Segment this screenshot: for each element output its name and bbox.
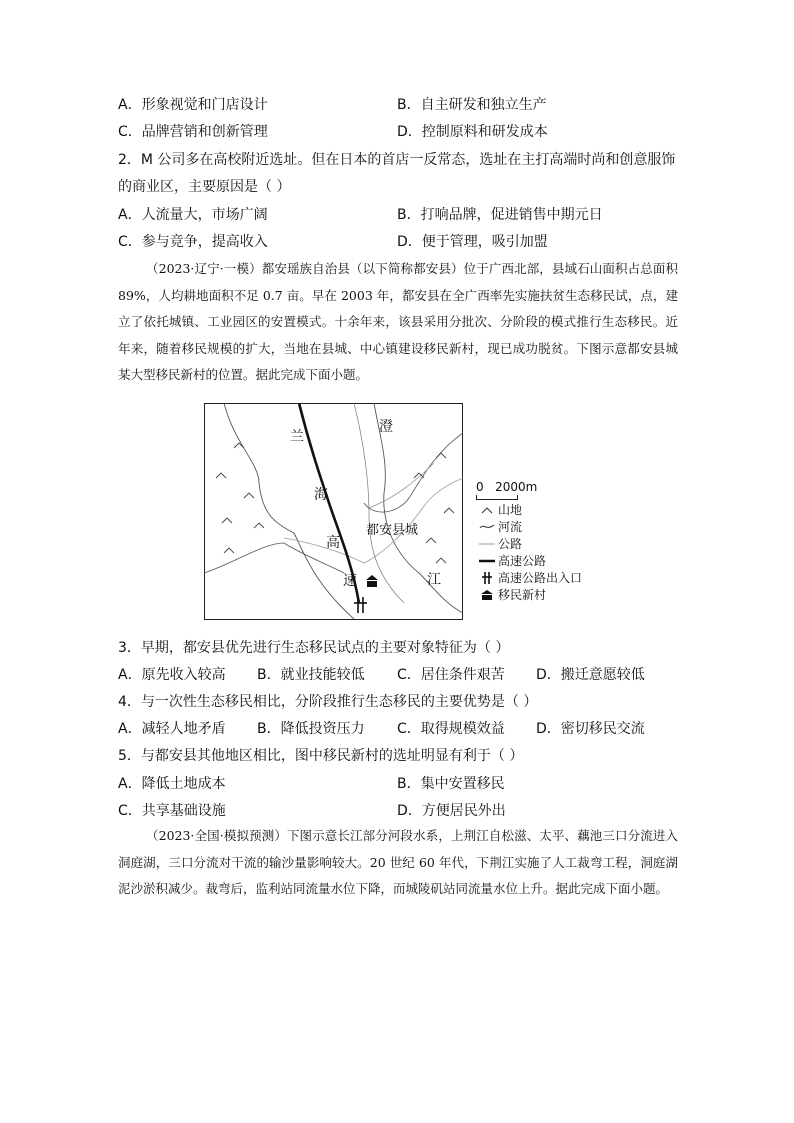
q5-stem: 5．与都安县其他地区相比，图中移民新村的选址明显有利于（ ）	[118, 748, 524, 764]
legend-road	[476, 535, 582, 552]
q3-stem: 3．早期，都安县优先进行生态移民试点的主要对象特征为（ ）	[118, 640, 510, 656]
q5-option-c: C．共享基础设施	[118, 803, 226, 819]
exit-icon	[476, 571, 498, 585]
q2-stem-line2: 的商业区，主要原因是（ ）	[118, 179, 291, 195]
q2-stem-line1: 2．M 公司多在高校附近选址。但在日本的首店一反常态，选址在主打高端时尚和创意服饰	[118, 152, 676, 168]
q3-option-d: D．搬迁意愿较低	[536, 667, 645, 683]
q1-option-b: B．自主研发和独立生产	[397, 97, 547, 113]
expressway-icon	[476, 556, 498, 566]
legend-label: 公路	[498, 537, 523, 551]
q5-option-d: D．方便居民外出	[397, 803, 506, 819]
scale-bar	[476, 478, 582, 495]
q4-option-b: B．降低投资压力	[257, 721, 365, 737]
legend-river	[476, 518, 582, 535]
q5-option-b: B．集中安置移民	[397, 776, 505, 792]
passage-yangtze: （2023·全国·模拟预测）下图示意长江部分河段水系，上荆江自松滋、太平、藕池三口分流进入洞庭湖，三口分流对干流的输沙量影响较大。20 世纪 60 年代，下荆江实施了人工裁弯工程，洞庭湖泥沙淤积减少。裁弯后，监利站同流量水位下降，而城陵矶站同流量水位上升。据此完成下面小题。	[118, 828, 678, 896]
map-label-county: 都安县城	[366, 523, 419, 538]
legend-label: 高速公路出入口	[498, 571, 583, 585]
q3-option-c: C．居住条件艰苦	[397, 667, 505, 683]
legend-label: 山地	[498, 503, 523, 517]
map-legend	[476, 478, 582, 603]
q1-option-a: A．形象视觉和门店设计	[118, 97, 268, 113]
legend-mountain	[476, 501, 582, 518]
q4-option-a: A．减轻人地矛盾	[118, 721, 226, 737]
mountain-icon	[476, 505, 498, 515]
village-icon	[476, 589, 498, 601]
q1-option-c: C．品牌营销和创新管理	[118, 124, 268, 140]
map-label-jiang: 江	[427, 572, 441, 588]
river-icon	[476, 522, 498, 532]
q2-option-b: B．打响品牌，促进销售中期元日	[397, 207, 603, 223]
scale-label: 0 2000m	[476, 479, 538, 494]
legend-exit	[476, 569, 582, 586]
legend-label: 高速公路	[498, 554, 547, 568]
map-label-hai: 海	[314, 487, 328, 503]
legend-expressway	[476, 552, 582, 569]
passage-dunan: （2023·辽宁·一模）都安瑶族自治县（以下简称都安县）位于广西北部，县域石山面积占总面积 89%，人均耕地面积不足 0.7 亩。早在 2003 年，都安县在全广西率先实施扶贫生态移民试，点，建立了依托城镇、工业园区的安置模式。十余年来，该县采用分批次、分阶段的模式推行生态移民。近年来，随着移民规模的扩大，当地在县城、中心镇建设移民新村，现已成功脱贫。下图示意都安县城某大型移民新村的位置。据此完成下面小题。	[118, 261, 678, 382]
map-canvas	[204, 403, 463, 620]
legend-label: 河流	[498, 520, 523, 534]
map-label-cheng: 澄	[379, 419, 393, 435]
dunan-map	[204, 403, 463, 620]
scale-line	[476, 495, 582, 501]
q5-option-a: A．降低土地成本	[118, 776, 226, 792]
q3-option-b: B．就业技能较低	[257, 667, 365, 683]
q3-option-a: A．原先收入较高	[118, 667, 226, 683]
map-label-su: 速	[343, 573, 357, 589]
q1-option-d: D．控制原料和研发成本	[397, 124, 548, 140]
legend-village	[476, 586, 582, 603]
q2-option-a: A．人流量大，市场广阔	[118, 207, 268, 223]
road-icon	[476, 539, 498, 549]
q2-option-c: C．参与竞争，提高收入	[118, 234, 268, 250]
q4-option-c: C．取得规模效益	[397, 721, 505, 737]
q2-option-d: D．便于管理，吸引加盟	[397, 234, 548, 250]
map-label-gao: 高	[326, 535, 340, 551]
q4-stem: 4．与一次性生态移民相比，分阶段推行生态移民的主要优势是（ ）	[118, 694, 538, 710]
q4-option-d: D．密切移民交流	[536, 721, 645, 737]
map-label-lan: 兰	[290, 429, 304, 445]
legend-label: 移民新村	[498, 588, 547, 602]
